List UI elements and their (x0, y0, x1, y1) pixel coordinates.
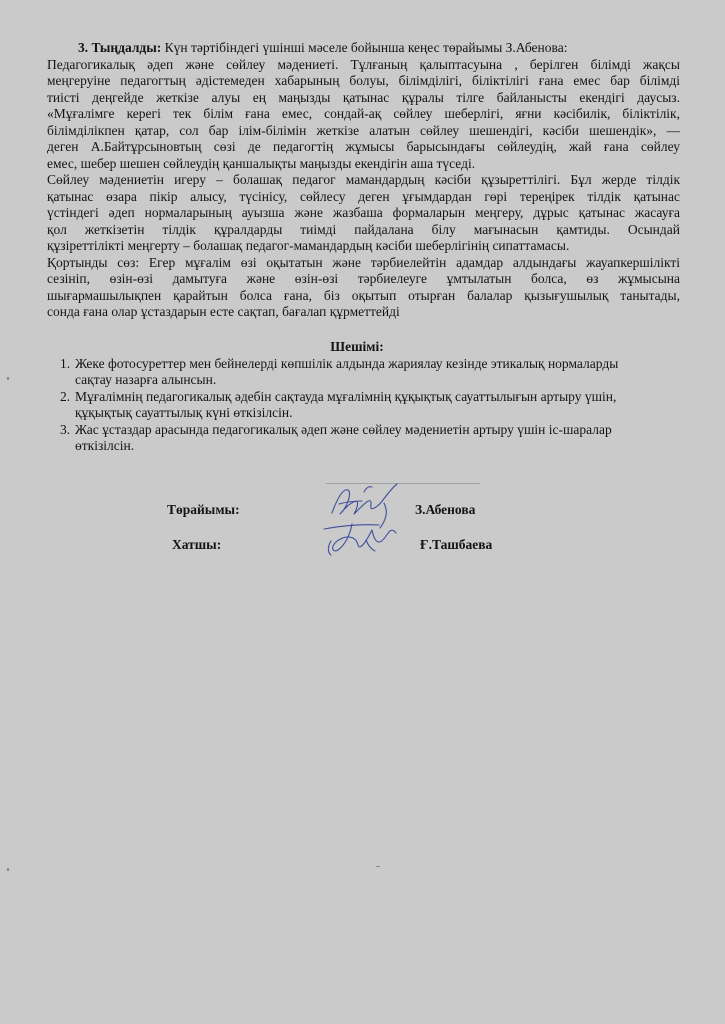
paragraph-conclusion (47, 255, 680, 321)
paragraph-line: білімділікпен қатар, сол бар ілім-білімін жеткізе алатын сөйлеу шешендігі, кәсіби шешендік», — (47, 122, 680, 138)
secretary-label: Хатшы: (172, 537, 222, 552)
paragraph-line: сонда ғана олар ұстаздарын есте сақтап, бағалап құрметтейді (47, 304, 400, 319)
paragraph-line: Қортынды сөз: Егер мұғалім өзі оқытатын және тәрбиелейтін адамдар алдындағы жауапкершілікті (47, 254, 680, 270)
decision-item-number: 1. (60, 355, 71, 371)
paragraph-line: қол жеткізетін тілдік құралдарды тиімді пайдалана білу мағынасын қамтиды. Осындай (47, 221, 680, 237)
paragraph-line: емес, шебер шешен сөйлеудің қаншалықты маңызды екендігін аша түседі. (47, 155, 476, 171)
paragraph-line: шығармашылықпен қарайтын болса ғана, біз оқытып отырған балалар қызығушылық танытады, (47, 287, 680, 303)
paragraph-line: құзіреттілікті меңгерту – болашақ педагог-мамандардың кәсіби шеберлігінің сипаттамасы. (47, 238, 570, 253)
decision-item (60, 356, 680, 389)
paragraph-line: «Мұғалімге керегі тек білім ғана емес, сондай-ақ сөйлеу шеберлігі, яғни кәсібилік, біліктілік, (47, 106, 680, 121)
listened-text: Күн тәртібіндегі үшінші мәселе бойынша кеңес төрайымы З.Абенова: (164, 40, 568, 55)
paragraph-line: Сөйлеу мәдениетін игеру – болашақ педагог мамандардың кәсіби құзыреттілігі. Бұл жерде тілдік (47, 172, 680, 187)
decision-item-number: 3. (60, 421, 71, 437)
decision-item-line: Мұғалімнің педагогикалық әдебін сақтауда мұғалімнің құқықтық сауаттылығын артыру үшін, (75, 388, 617, 404)
paragraph-line: сезініп, өзін-өзі дамытуға және өзін-өзі тәрбиелеуге ұмтылатын болса, өз жұмысына (47, 271, 680, 286)
decision-item-line: сақтау назарға алынсын. (75, 372, 217, 387)
paragraph-line: қатынас өзара пікір алысу, түсінісу, сөйлесу деген ұғымдардан гөрі тереңірек тілдік қатынас (47, 188, 680, 204)
decision-list (60, 356, 680, 455)
listened-label: 3. Тыңдалды: (78, 40, 162, 55)
decision-item-line: Жас ұстаздар арасында педагогикалық әдеп және сөйлеу мәдениетін артыру үшін іс-шаралар (75, 421, 612, 437)
scan-speck (376, 866, 380, 867)
paragraph-line: үстіндегі әдеп нормаларының ауызша және жазбаша формаларын меңгеру, дұрыс қатынас жасауға (47, 205, 680, 220)
paragraph-competence (47, 172, 680, 255)
handwritten-signature-icon (318, 478, 408, 560)
minutes-body (47, 40, 680, 321)
scan-speck (7, 868, 9, 871)
decision-item-line: құқықтық сауаттылық күні өткізілсін. (75, 405, 293, 420)
decision-item (60, 422, 680, 455)
paragraph-line: меңгеруіне педагогтың әдістемеден хабарының болуы, білімділігі, біліктілігі ғана емес бар білімді (47, 73, 680, 88)
decision-item-number: 2. (60, 388, 71, 404)
chair-name: З.Абенова (415, 502, 476, 517)
decision-title: Шешімі: (330, 339, 384, 354)
paragraph-speech-culture (47, 57, 680, 173)
paragraph-line: деген А.Байтұрсыновтың сөзі де педагогтің жұмысы барысындағы сөйлеудің, жай ғана сөйлеу (47, 139, 680, 154)
scan-speck (7, 377, 9, 380)
decision-item-line: өткізілсін. (75, 438, 135, 453)
paragraph-line: Педагогикалық әдеп және сөйлеу мәдениеті. Тұлғаның қалыптасуына , берілген білімді жақсы (47, 56, 680, 72)
paragraph-line: тиісті деңгейде жеткізе алуы ең маңызды қатынас құралы тілге байланысты екендігі даусыз. (47, 89, 680, 105)
agenda-item-heading (47, 40, 680, 57)
secretary-name: Ғ.Ташбаева (420, 537, 493, 552)
decision-item-line: Жеке фотосуреттер мен бейнелерді көпшілік алдында жариялау кезінде этикалық нормаларды (75, 355, 619, 371)
chair-label: Төрайымы: (167, 502, 240, 517)
decision-item (60, 389, 680, 422)
